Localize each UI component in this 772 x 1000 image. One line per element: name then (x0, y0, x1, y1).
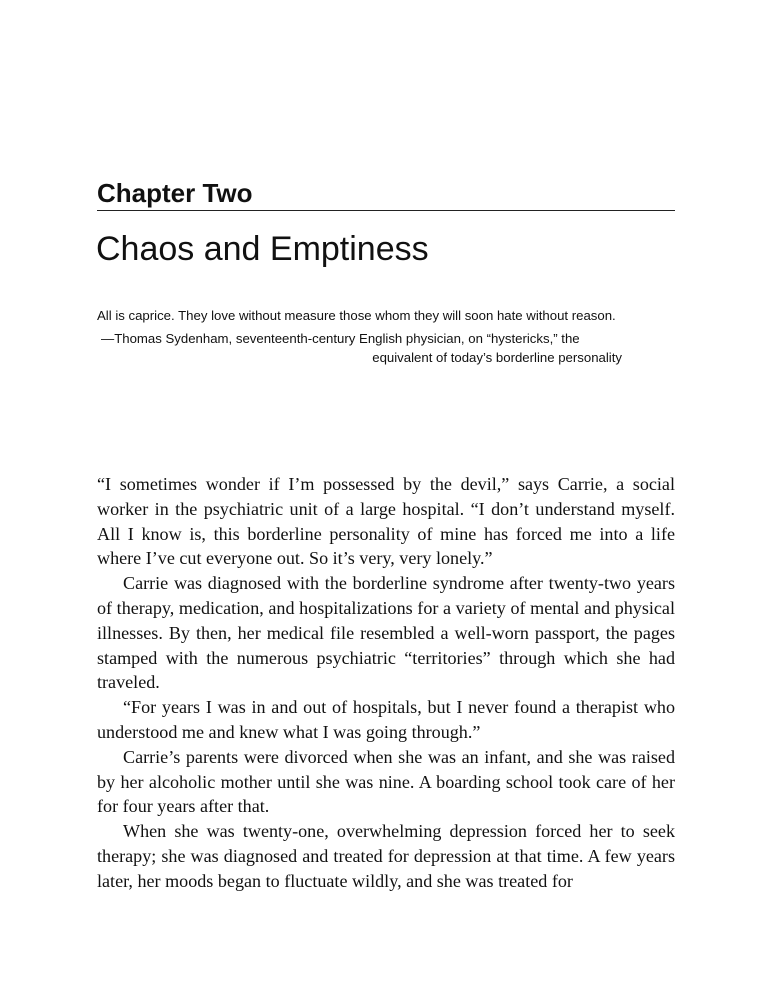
chapter-label: Chapter Two (97, 178, 253, 208)
epigraph-attribution-line: equivalent of today’s borderline personality (372, 350, 622, 365)
epigraph-attribution-line: —Thomas Sydenham, seventeenth-century English physician, on “hystericks,” the (101, 331, 580, 346)
epigraph (97, 306, 622, 367)
epigraph-attribution (97, 329, 622, 367)
paragraph: When she was twenty-one, overwhelming depression forced her to seek therapy; she was diagnosed and treated for depression at that time. A few years later, her moods began to fluctuate wildly, and she was treated for (97, 821, 675, 891)
paragraph: Carrie’s parents were divorced when she was an infant, and she was raised by her alcoholic mother until she was nine. A boarding school took care of her for four years after that. (97, 746, 675, 817)
body-text (97, 472, 675, 894)
chapter-title: Chaos and Emptiness (96, 230, 429, 268)
epigraph-quote: All is caprice. They love without measure those whom they will soon hate without reason. (97, 308, 616, 323)
paragraph: Carrie was diagnosed with the borderline syndrome after twenty-two years of therapy, medication, and hospitalizations for a variety of mental and physical illnesses. By then, her medical file resembled a well-worn passport, the pages stamped with the numerous psychiatric “territories” through which she had traveled. (97, 573, 675, 693)
paragraph: “I sometimes wonder if I’m possessed by the devil,” says Carrie, a social worker in the psychiatric unit of a large hospital. “I don’t understand myself. All I know is, this borderline personality of mine has forced me into a life where I’ve cut everyone out. So it’s very, very lonely.” (97, 474, 675, 569)
chapter-divider (97, 210, 675, 211)
paragraph: “For years I was in and out of hospitals, but I never found a therapist who understood me and knew what I was going through.” (97, 697, 675, 742)
